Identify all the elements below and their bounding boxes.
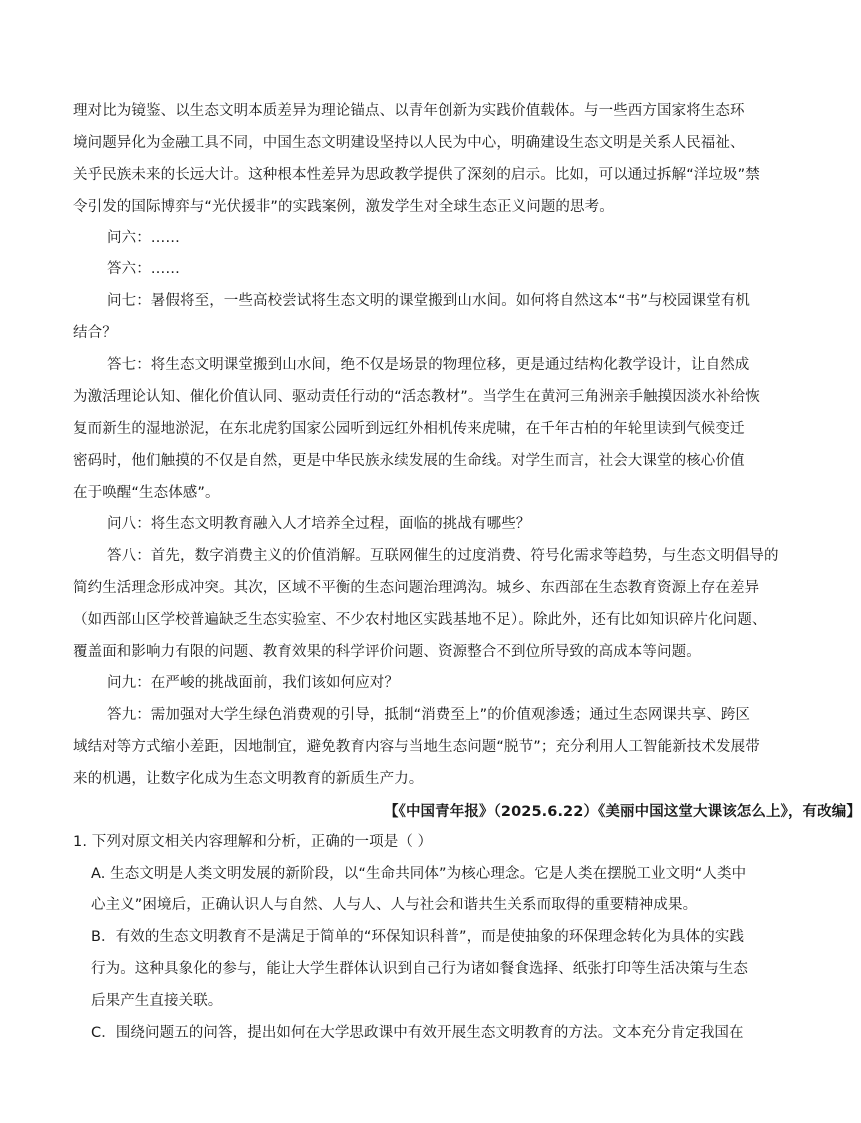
- option-b-line: B．有效的生态文明教育不是满足于简单的“环保知识科普”，而是使抽象的环保理念转化为具体的实践: [91, 929, 745, 945]
- body-paragraph-line: 境问题异化为金融工具不同，中国生态文明建设坚持以人民为中心，明确建设生态文明是关系人民福祉、: [73, 135, 745, 151]
- answer-line: 为激活理论认知、催化价值认同、驱动责任行动的“活态教材”。当学生在黄河三角洲亲手触摸因淡水补给恢: [73, 389, 760, 405]
- option-b-line: 行为。这种具象化的参与，能让大学生群体认识到自己行为诸如餐食选择、纸张打印等生活决策与生态: [91, 961, 748, 977]
- answer-line: 答七：将生态文明课堂搬到山水间，绝不仅是场景的物理位移，更是通过结构化教学设计，让自然成: [107, 357, 750, 373]
- answer-line: 密码时，他们触摸的不仅是自然，更是中华民族永续发展的生命线。对学生而言，社会大课堂的核心价值: [73, 453, 745, 469]
- body-paragraph-line: 令引发的国际博弈与“光伏援非”的实践案例，激发学生对全球生态正义问题的思考。: [73, 199, 614, 215]
- source-citation: 【《中国青年报》（2025.6.22）《美丽中国这堂大课该怎么上》，有改编】: [384, 804, 861, 820]
- question-line: 问八：将生态文明教育融入人才培养全过程，面临的挑战有哪些？: [107, 516, 531, 532]
- answer-line: 简约生活理念形成冲突。其次，区域不平衡的生态问题治理鸿沟。城乡、东西部在生态教育资源上存在差异: [73, 580, 760, 596]
- answer-line: 复而新生的湿地淤泥，在东北虎豹国家公园听到远红外相机传来虎啸，在千年古柏的年轮里读到气候变迁: [73, 421, 745, 437]
- option-b-line: 后果产生直接关联。: [91, 993, 223, 1009]
- answer-line: 答九：需加强对大学生绿色消费观的引导，抵制“消费至上”的价值观渗透；通过生态网课共享、跨区: [107, 707, 751, 723]
- answer-line: （如西部山区学校普遍缺乏生态实验室、不少农村地区实践基地不足）。除此外，还有比如知识碎片化问题、: [73, 612, 767, 628]
- answer-line: 答八：首先，数字消费主义的价值消解。互联网催生的过度消费、符号化需求等趋势，与生态文明倡导的: [107, 548, 779, 564]
- question-line: 问七：暑假将至，一些高校尝试将生态文明的课堂搬到山水间。如何将自然这本“书”与校园课堂有机: [107, 293, 751, 309]
- option-a-line: A. 生态文明是人类文明发展的新阶段，以“生命共同体”为核心理念。它是人类在摆脱工业文明“人类中: [91, 866, 747, 882]
- question-line: 结合？: [73, 325, 117, 341]
- option-c-line: C．围绕问题五的问答，提出如何在大学思政课中有效开展生态文明教育的方法。文本充分肯定我国在: [91, 1025, 744, 1041]
- body-paragraph-line: 关乎民族未来的长远大计。这种根本性差异为思政教学提供了深刻的启示。比如，可以通过拆解“洋垃圾”禁: [73, 167, 760, 183]
- answer-line: 来的机遇，让数字化成为生态文明教育的新质生产力。: [73, 771, 424, 787]
- answer-line: 覆盖面和影响力有限的问题、教育效果的科学评价问题、资源整合不到位所导致的高成本等问题。: [73, 644, 701, 660]
- answer-line: 在于唤醒“生态体感”。: [73, 485, 220, 501]
- question-line: 问六：……: [107, 230, 180, 246]
- question-line: 问九：在严峻的挑战面前，我们该如何应对？: [107, 675, 399, 691]
- answer-line: 域结对等方式缩小差距，因地制宜，避免教育内容与当地生态问题“脱节”；充分利用人工智能新技术发展带: [73, 739, 760, 755]
- body-paragraph-line: 理对比为镜鉴、以生态文明本质差异为理论锚点、以青年创新为实践价值载体。与一些西方国家将生态环: [73, 103, 745, 119]
- question-stem: 1. 下列对原文相关内容理解和分析，正确的一项是（ ）: [73, 834, 433, 850]
- option-a-line: 心主义”困境后，正确认识人与自然、人与人、人与社会和谐共生关系而取得的重要精神成果。: [91, 897, 698, 913]
- answer-line: 答六：……: [107, 261, 180, 277]
